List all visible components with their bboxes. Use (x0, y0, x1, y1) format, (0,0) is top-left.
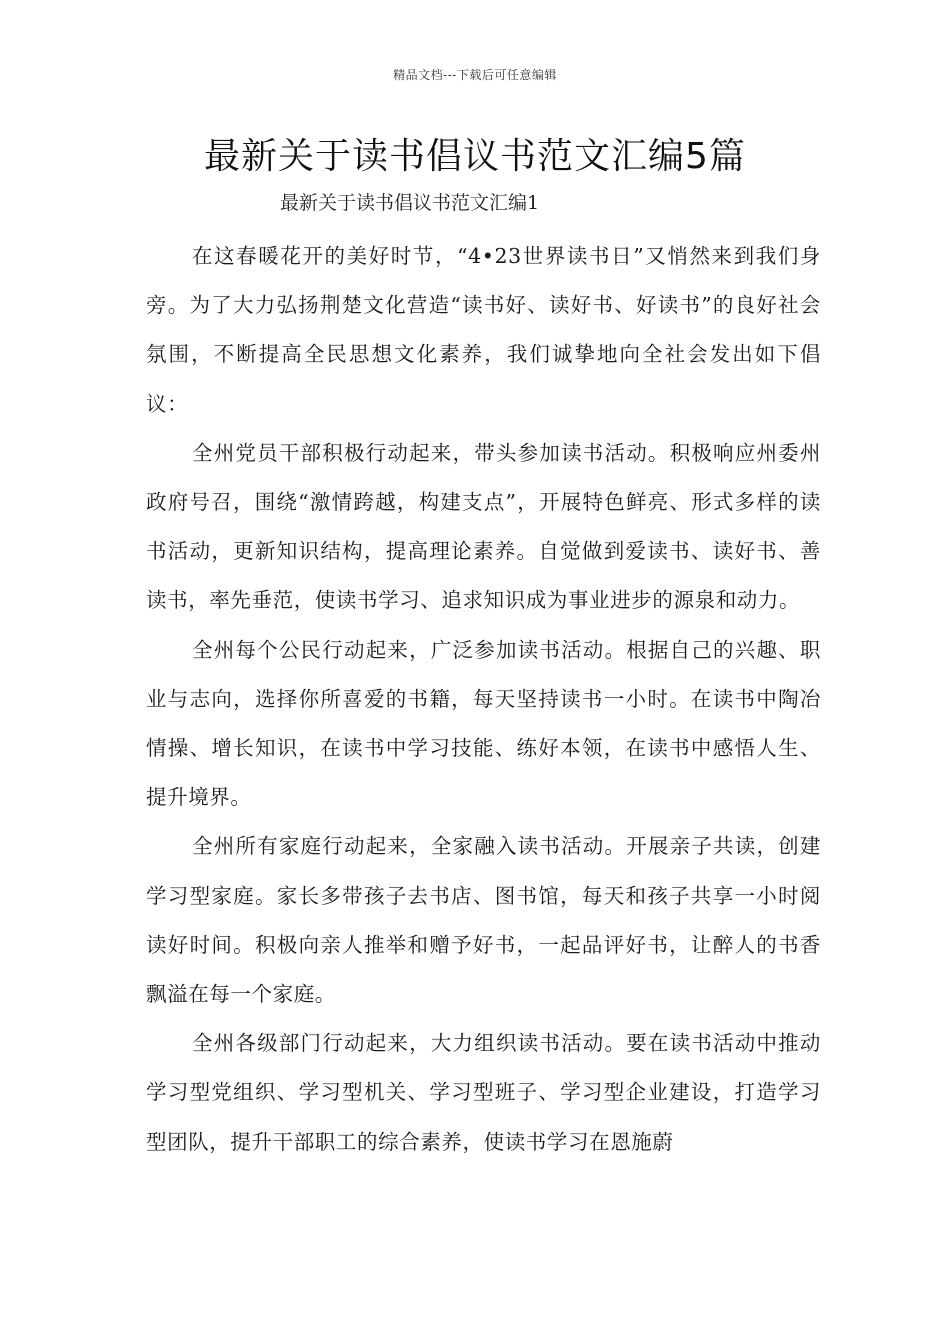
paragraph: 全州党员干部积极行动起来，带头参加读书活动。积极响应州委州政府号召，围绕“激情跨越，构建支点”，开展特色鲜亮、形式多样的读书活动，更新知识结构，提高理论素养。自觉做到爱读书、读好书、善读书，率先垂范，使读书学习、追求知识成为事业进步的源泉和动力。 (146, 440, 821, 613)
document-body (146, 232, 821, 1167)
paragraph: 在这春暖花开的美好时节，“4•23世界读书日”又悄然来到我们身旁。为了大力弘扬荆楚文化营造“读书好、读好书、好读书”的良好社会氛围，不断提高全民思想文化素养，我们诚挚地向全社会发出如下倡议： (146, 244, 821, 416)
document-title: 最新关于读书倡议书范文汇编5篇 (204, 136, 746, 177)
paragraph: 全州每个公民行动起来，广泛参加读书活动。根据自己的兴趣、职业与志向，选择你所喜爱的书籍，每天坚持读书一小时。在读书中陶冶情操、增长知识，在读书中学习技能、练好本领，在读书中感悟人生、提升境界。 (146, 637, 821, 810)
paragraph: 全州所有家庭行动起来，全家融入读书活动。开展亲子共读，创建学习型家庭。家长多带孩子去书店、图书馆，每天和孩子共享一小时阅读好时间。积极向亲人推举和赠予好书，一起品评好书，让醉人的书香飘溢在每一个家庭。 (146, 834, 821, 1007)
header-note: 精品文档---下载后可任意编辑 (393, 68, 557, 82)
paragraph: 全州各级部门行动起来，大力组织读书活动。要在读书活动中推动学习型党组织、学习型机关、学习型班子、学习型企业建设，打造学习型团队，提升干部职工的综合素养，使读书学习在恩施蔚 (146, 1031, 821, 1154)
section-subtitle: 最新关于读书倡议书范文汇编1 (280, 192, 540, 214)
